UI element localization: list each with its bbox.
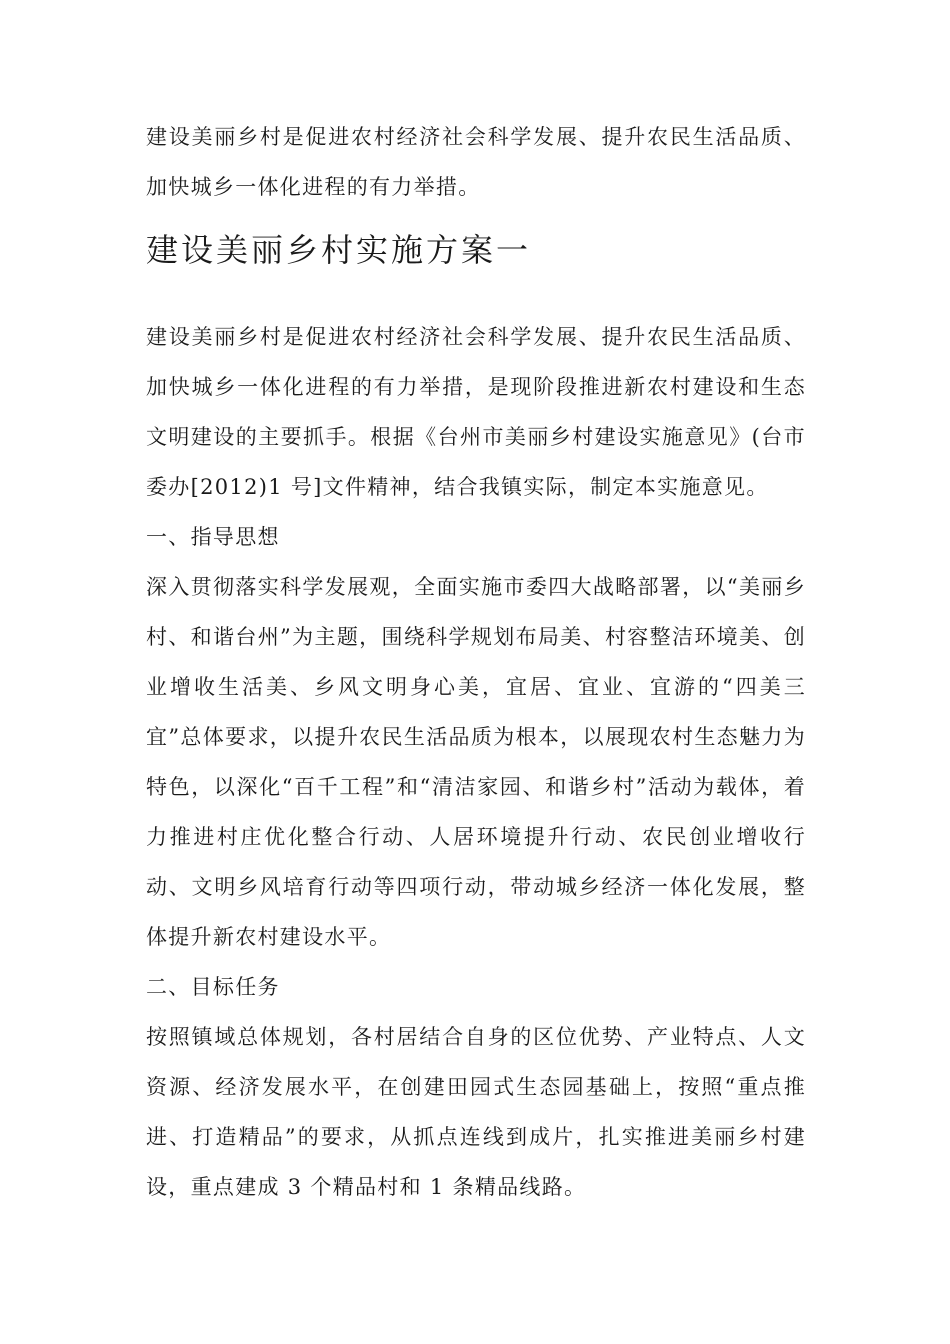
section-2-heading: 二、目标任务 xyxy=(146,975,280,999)
paragraph-1: 建设美丽乡村是促进农村经济社会科学发展、提升农民生活品质、加快城乡一体化进程的有力举措，是现阶段推进新农村建设和生态文明建设的主要抓手。根据《台州市美丽乡村建设实施意见》(台市委办[2012)1 号]文件精神，结合我镇实际，制定本实施意见。 xyxy=(146,325,806,499)
document-title: 建设美丽乡村实施方案一 xyxy=(146,231,532,269)
section-1-body: 深入贯彻落实科学发展观，全面实施市委四大战略部署，以“美丽乡村、和谐台州”为主题，围绕科学规划布局美、村容整洁环境美、创业增收生活美、乡风文明身心美，宜居、宜业、宜游的“四美三宜”总体要求，以提升农民生活品质为根本，以展现农村生态魅力为特色，以深化“百千工程”和“清洁家园、和谐乡村”活动为载体，着力推进村庄优化整合行动、人居环境提升行动、农民创业增收行动、文明乡风培育行动等四项行动，带动城乡经济一体化发展，整体提升新农村建设水平。 xyxy=(146,575,806,949)
section-2-body: 按照镇域总体规划，各村居结合自身的区位优势、产业特点、人文资源、经济发展水平，在创建田园式生态园基础上，按照“重点推进、打造精品”的要求，从抓点连线到成片，扎实推进美丽乡村建设，重点建成 3 个精品村和 1 条精品线路。 xyxy=(146,1025,806,1199)
document-content xyxy=(146,112,806,1212)
intro-paragraph: 建设美丽乡村是促进农村经济社会科学发展、提升农民生活品质、加快城乡一体化进程的有力举措。 xyxy=(146,125,806,199)
section-1-heading: 一、指导思想 xyxy=(146,525,280,549)
